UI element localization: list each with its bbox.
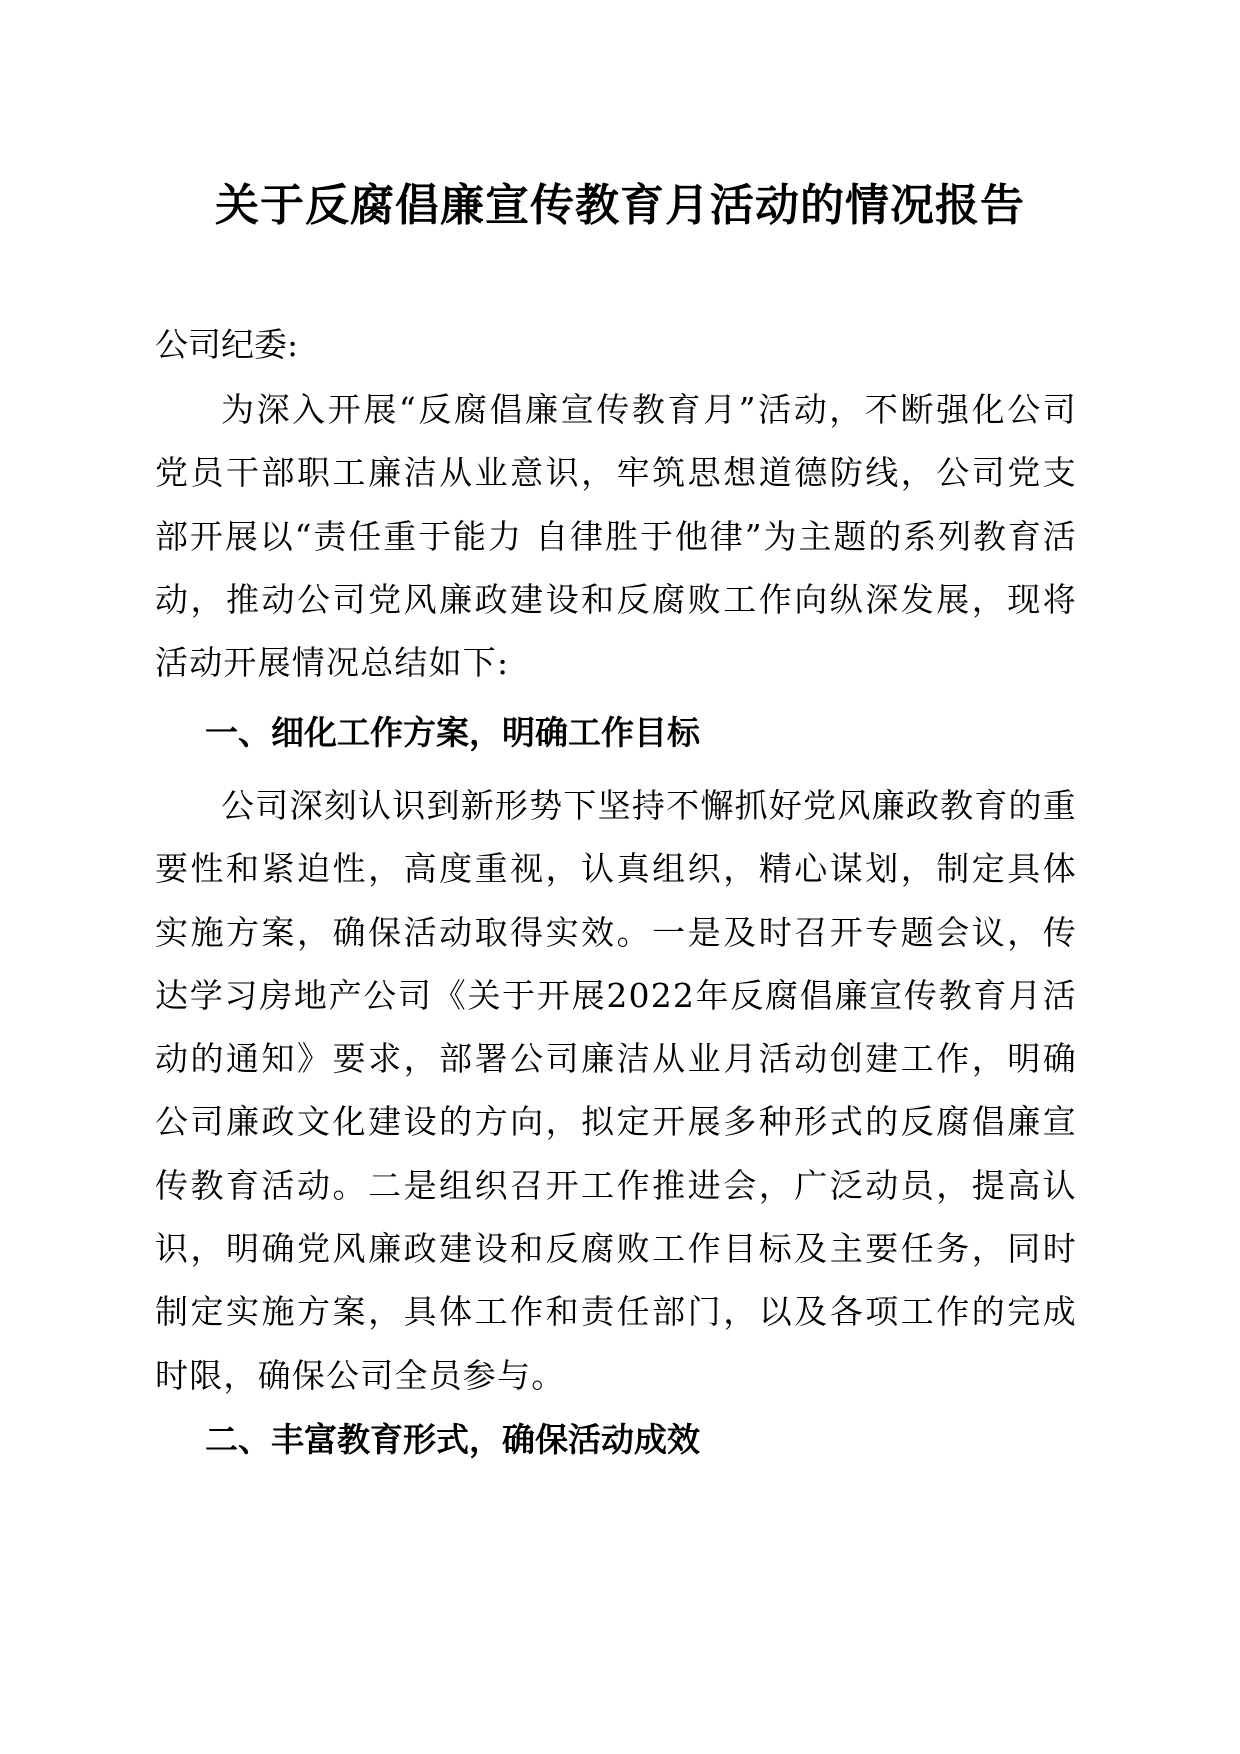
paragraph-intro: 为深入开展“反腐倡廉宣传教育月”活动，不断强化公司党员干部职工廉洁从业意识，牢筑思想道德防线，公司党支部开展以“责任重于能力 自律胜于他律”为主题的系列教育活动，推动公司党风廉政建设和反腐败工作向纵深发展，现将活动开展情况总结如下: xyxy=(155,390,1077,683)
paragraph-section-1: 公司深刻认识到新形势下坚持不懈抓好党风廉政教育的重要性和紧迫性，高度重视，认真组织，精心谋划，制定具体实施方案，确保活动取得实效。一是及时召开专题会议，传达学习房地产公司《关于开展2022年反腐倡廉宣传教育月活动的通知》要求，部署公司廉洁从业月活动创建工作，明确公司廉政文化建设的方向，拟定开展多种形式的反腐倡廉宣传教育活动。二是组织召开工作推进会，广泛动员，提高认识，明确党风廉政建设和反腐败工作目标及主要任务，同时制定实施方案，具体工作和责任部门，以及各项工作的完成时限，确保公司全员参与。 xyxy=(155,786,1077,1395)
section-heading-2: 二、丰富教育形式，确保活动成效 xyxy=(205,1420,700,1459)
document-title: 关于反腐倡廉宣传教育月活动的情况报告 xyxy=(215,180,1025,231)
salutation: 公司纪委: xyxy=(155,325,299,364)
section-heading-1: 一、细化工作方案，明确工作目标 xyxy=(205,713,700,752)
